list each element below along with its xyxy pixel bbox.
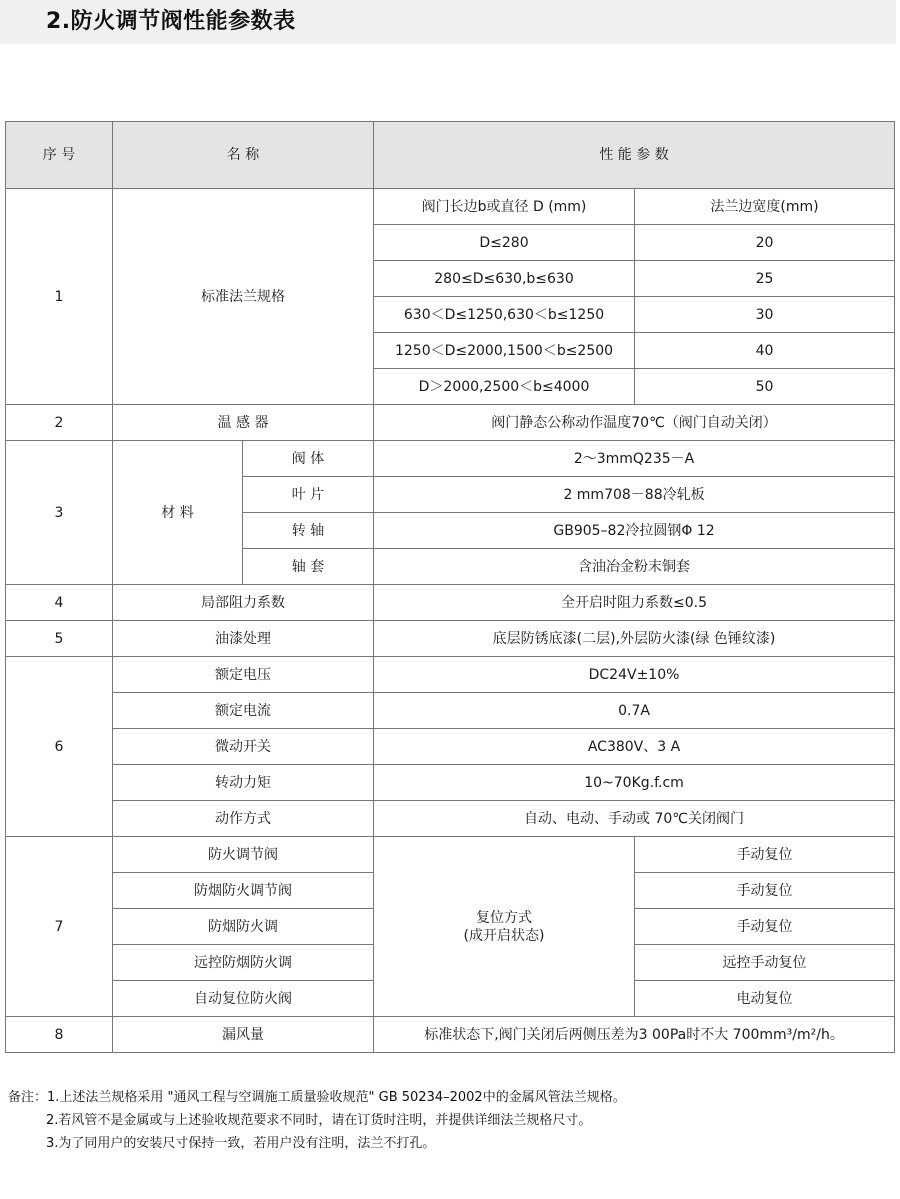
table-row <box>6 621 895 657</box>
electric-value: 0.7A <box>374 693 895 729</box>
valve-type: 防火调节阀 <box>113 837 374 873</box>
row4-index: 4 <box>6 585 113 621</box>
material-value: 含油冶金粉末铜套 <box>374 549 895 585</box>
row1-subhead-left: 阀门长边b或直径 D (mm) <box>374 189 635 225</box>
table-row <box>6 189 895 225</box>
row5-index: 5 <box>6 621 113 657</box>
row3-index: 3 <box>6 441 113 585</box>
electric-name: 动作方式 <box>113 801 374 837</box>
table-row <box>6 1017 895 1053</box>
spec-width: 40 <box>635 333 895 369</box>
material-part: 叶 片 <box>243 477 374 513</box>
valve-type: 防烟防火调节阀 <box>113 873 374 909</box>
electric-value: 自动、电动、手动或 70℃关闭阀门 <box>374 801 895 837</box>
table-row <box>6 801 895 837</box>
row1-subhead-right: 法兰边宽度(mm) <box>635 189 895 225</box>
note-line: 备注：1.上述法兰规格采用 "通风工程与空调施工质量验收规范" GB 50234–2002中的金属风管法兰规格。 <box>8 1090 626 1105</box>
row2-index: 2 <box>6 405 113 441</box>
material-part: 轴 套 <box>243 549 374 585</box>
row1-index: 1 <box>6 189 113 405</box>
valve-type: 防烟防火调 <box>113 909 374 945</box>
reset-mode-line2: (成开启状态) <box>463 927 545 944</box>
table-row <box>6 729 895 765</box>
row7-index: 7 <box>6 837 113 1017</box>
row8-name: 漏风量 <box>113 1017 374 1053</box>
header-name: 名 称 <box>113 122 374 189</box>
row5-name: 油漆处理 <box>113 621 374 657</box>
material-part: 转 轴 <box>243 513 374 549</box>
row2-name: 温 感 器 <box>113 405 374 441</box>
reset-value: 电动复位 <box>635 981 895 1017</box>
spec-width: 30 <box>635 297 895 333</box>
material-value: 2 mm708－88冷轧板 <box>374 477 895 513</box>
row2-value: 阀门静态公称动作温度70℃（阀门自动关闭） <box>374 405 895 441</box>
spec-width: 25 <box>635 261 895 297</box>
row4-name: 局部阻力系数 <box>113 585 374 621</box>
electric-name: 转动力矩 <box>113 765 374 801</box>
reset-mode-line1: 复位方式 <box>476 909 533 926</box>
reset-value: 远控手动复位 <box>635 945 895 981</box>
reset-value: 手动复位 <box>635 837 895 873</box>
electric-value: DC24V±10% <box>374 657 895 693</box>
electric-name: 额定电压 <box>113 657 374 693</box>
reset-value: 手动复位 <box>635 873 895 909</box>
table-header-row <box>6 122 895 189</box>
row4-value: 全开启时阻力系数≤0.5 <box>374 585 895 621</box>
material-value: 2～3mmQ235－A <box>374 441 895 477</box>
row6-index: 6 <box>6 657 113 837</box>
row5-value: 底层防锈底漆(二层),外层防火漆(绿 色锤纹漆) <box>374 621 895 657</box>
table-row <box>6 765 895 801</box>
electric-name: 额定电流 <box>113 693 374 729</box>
reset-mode <box>374 837 635 1017</box>
header-params: 性 能 参 数 <box>374 122 895 189</box>
spec-size: 630＜D≤1250,630＜b≤1250 <box>374 297 635 333</box>
electric-value: AC380V、3 A <box>374 729 895 765</box>
note-line: 3.为了同用户的安装尺寸保持一致，若用户没有注明，法兰不打孔。 <box>46 1136 436 1151</box>
electric-name: 微动开关 <box>113 729 374 765</box>
row3-name: 材 料 <box>113 441 243 585</box>
row8-index: 8 <box>6 1017 113 1053</box>
material-part: 阀 体 <box>243 441 374 477</box>
note-line: 2.若风管不是金属或与上述验收规范要求不同时，请在订货时注明，并提供详细法兰规格尺寸。 <box>46 1113 592 1128</box>
spec-size: 1250＜D≤2000,1500＜b≤2500 <box>374 333 635 369</box>
page-title: 2.防火调节阀性能参数表 <box>46 9 296 34</box>
row1-name: 标准法兰规格 <box>113 189 374 405</box>
reset-value: 手动复位 <box>635 909 895 945</box>
row8-value: 标准状态下,阀门关闭后两侧压差为3 00Pa时不大 700mm³/m²/h。 <box>374 1017 895 1053</box>
table-row <box>6 441 895 477</box>
spec-size: 280≤D≤630,b≤630 <box>374 261 635 297</box>
spec-width: 20 <box>635 225 895 261</box>
valve-type: 远控防烟防火调 <box>113 945 374 981</box>
valve-type: 自动复位防火阀 <box>113 981 374 1017</box>
title-bar <box>0 0 896 44</box>
spec-width: 50 <box>635 369 895 405</box>
performance-table <box>5 121 895 1053</box>
table-row <box>6 405 895 441</box>
notes <box>8 1086 626 1155</box>
material-value: GB905–82冷拉圆钢Φ 12 <box>374 513 895 549</box>
table-row <box>6 837 895 873</box>
spec-size: D≤280 <box>374 225 635 261</box>
table-row <box>6 657 895 693</box>
table-row <box>6 693 895 729</box>
table-row <box>6 585 895 621</box>
electric-value: 10~70Kg.f.cm <box>374 765 895 801</box>
header-index: 序 号 <box>6 122 113 189</box>
spec-size: D＞2000,2500＜b≤4000 <box>374 369 635 405</box>
